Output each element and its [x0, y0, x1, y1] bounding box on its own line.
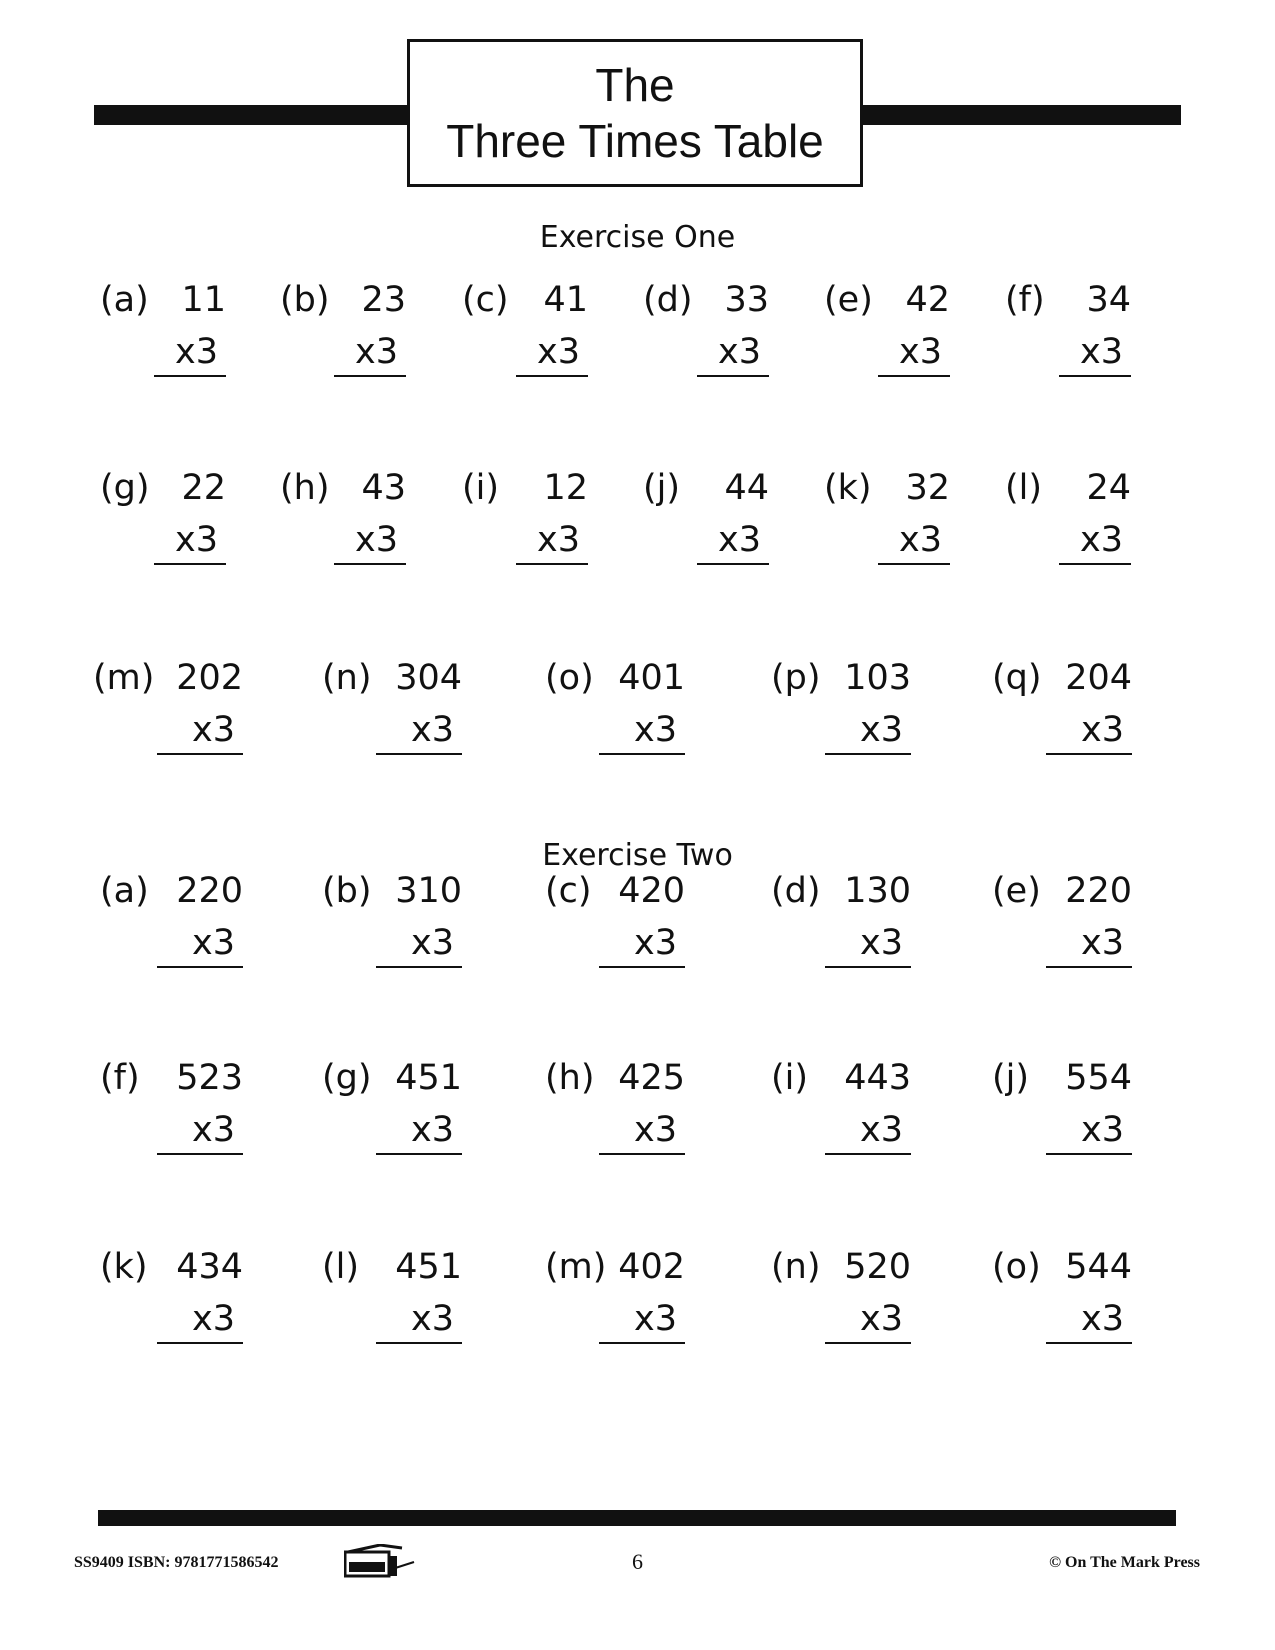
problem-label: (e) — [992, 871, 1041, 911]
problem-multiplier: x3 — [1080, 332, 1123, 372]
answer-line — [1046, 1153, 1132, 1155]
problem-multiplier: x3 — [634, 923, 677, 963]
multiplication-problem — [771, 1246, 911, 1346]
problem-multiplier: x3 — [175, 332, 218, 372]
footer-rule — [98, 1510, 1176, 1526]
multiplication-problem — [93, 657, 243, 757]
answer-line — [825, 753, 911, 755]
problem-number: 103 — [844, 658, 911, 698]
multiplication-problem — [100, 1246, 243, 1346]
answer-line — [599, 1342, 685, 1344]
problem-multiplier: x3 — [860, 1110, 903, 1150]
multiplication-problem — [545, 1057, 685, 1157]
problem-multiplier: x3 — [192, 710, 235, 750]
multiplication-problem — [100, 279, 226, 379]
answer-line — [825, 1153, 911, 1155]
answer-line — [1046, 966, 1132, 968]
multiplication-problem — [1005, 467, 1131, 567]
multiplication-problem — [322, 1246, 462, 1346]
answer-line — [1046, 1342, 1132, 1344]
problem-label: (f) — [100, 1058, 140, 1098]
problem-row — [0, 1246, 1275, 1346]
problem-number: 32 — [905, 468, 950, 508]
problem-number: 420 — [618, 871, 685, 911]
multiplication-problem — [992, 870, 1132, 970]
problem-number: 24 — [1086, 468, 1131, 508]
problem-multiplier: x3 — [192, 923, 235, 963]
problem-label: (g) — [322, 1058, 372, 1098]
answer-line — [599, 753, 685, 755]
multiplication-problem — [771, 657, 911, 757]
problem-number: 41 — [543, 280, 588, 320]
problem-number: 43 — [361, 468, 406, 508]
answer-line — [599, 966, 685, 968]
problem-multiplier: x3 — [860, 710, 903, 750]
multiplication-problem — [992, 1246, 1132, 1346]
problem-multiplier: x3 — [860, 923, 903, 963]
problem-multiplier: x3 — [1081, 1299, 1124, 1339]
problem-number: 220 — [176, 871, 243, 911]
answer-line — [1059, 375, 1131, 377]
problem-label: (d) — [643, 280, 693, 320]
problem-row — [0, 467, 1275, 567]
title-box — [407, 39, 863, 187]
problem-number: 44 — [724, 468, 769, 508]
problem-label: (o) — [545, 658, 594, 698]
problem-label: (a) — [100, 280, 149, 320]
problem-label: (o) — [992, 1247, 1041, 1287]
problem-number: 12 — [543, 468, 588, 508]
problem-multiplier: x3 — [634, 710, 677, 750]
footer-isbn: SS9409 ISBN: 9781771586542 — [74, 1554, 279, 1571]
answer-line — [376, 753, 462, 755]
multiplication-problem — [545, 1246, 685, 1346]
problem-multiplier: x3 — [634, 1299, 677, 1339]
multiplication-problem — [771, 1057, 911, 1157]
problem-number: 22 — [181, 468, 226, 508]
answer-line — [697, 375, 769, 377]
multiplication-problem — [280, 279, 406, 379]
problem-row — [0, 279, 1275, 379]
answer-line — [1059, 563, 1131, 565]
header-rule-left — [94, 105, 414, 125]
page-number: 6 — [632, 1549, 643, 1574]
answer-line — [599, 1153, 685, 1155]
problem-number: 33 — [724, 280, 769, 320]
exercise-two-heading: Exercise Two — [542, 838, 733, 873]
problem-number: 425 — [618, 1058, 685, 1098]
problem-multiplier: x3 — [411, 923, 454, 963]
answer-line — [376, 1342, 462, 1344]
answer-line — [157, 966, 243, 968]
answer-line — [1046, 753, 1132, 755]
problem-number: 42 — [905, 280, 950, 320]
problem-number: 401 — [618, 658, 685, 698]
problem-multiplier: x3 — [537, 332, 580, 372]
problem-label: (k) — [100, 1247, 148, 1287]
problem-multiplier: x3 — [718, 520, 761, 560]
problem-label: (b) — [280, 280, 330, 320]
answer-line — [697, 563, 769, 565]
multiplication-problem — [824, 279, 950, 379]
problem-number: 220 — [1065, 871, 1132, 911]
answer-line — [154, 563, 226, 565]
problem-label: (f) — [1005, 280, 1045, 320]
problem-label: (c) — [545, 871, 592, 911]
multiplication-problem — [100, 467, 226, 567]
multiplication-problem — [462, 467, 588, 567]
problem-label: (k) — [824, 468, 872, 508]
problem-multiplier: x3 — [411, 1110, 454, 1150]
multiplication-problem — [643, 279, 769, 379]
problem-multiplier: x3 — [175, 520, 218, 560]
page-title-line1: The — [595, 59, 675, 111]
header-rule-right — [858, 105, 1181, 125]
problem-multiplier: x3 — [192, 1299, 235, 1339]
problem-multiplier: x3 — [899, 332, 942, 372]
problem-number: 523 — [176, 1058, 243, 1098]
problem-number: 34 — [1086, 280, 1131, 320]
problem-label: (m) — [93, 658, 155, 698]
problem-multiplier: x3 — [899, 520, 942, 560]
multiplication-problem — [545, 657, 685, 757]
answer-line — [825, 966, 911, 968]
multiplication-problem — [280, 467, 406, 567]
answer-line — [376, 966, 462, 968]
page-title-line2: Three Times Table — [446, 115, 824, 167]
problem-number: 310 — [395, 871, 462, 911]
problem-multiplier: x3 — [355, 332, 398, 372]
answer-line — [154, 375, 226, 377]
answer-line — [334, 563, 406, 565]
answer-line — [157, 1153, 243, 1155]
problem-number: 130 — [844, 871, 911, 911]
problem-multiplier: x3 — [411, 710, 454, 750]
multiplication-problem — [992, 657, 1132, 757]
answer-line — [878, 563, 950, 565]
problem-label: (l) — [322, 1247, 360, 1287]
problem-multiplier: x3 — [860, 1299, 903, 1339]
answer-line — [825, 1342, 911, 1344]
problem-label: (d) — [771, 871, 821, 911]
problem-label: (n) — [771, 1247, 821, 1287]
problem-number: 304 — [395, 658, 462, 698]
problem-number: 451 — [395, 1247, 462, 1287]
multiplication-problem — [1005, 279, 1131, 379]
multiplication-problem — [992, 1057, 1132, 1157]
answer-line — [878, 375, 950, 377]
problem-multiplier: x3 — [1081, 710, 1124, 750]
problem-number: 443 — [844, 1058, 911, 1098]
problem-row — [0, 657, 1275, 757]
problem-number: 402 — [618, 1247, 685, 1287]
problem-label: (j) — [992, 1058, 1030, 1098]
problem-number: 451 — [395, 1058, 462, 1098]
problem-label: (n) — [322, 658, 372, 698]
multiplication-problem — [322, 657, 462, 757]
exercise-one-heading: Exercise One — [539, 220, 736, 255]
answer-line — [516, 375, 588, 377]
problem-label: (h) — [280, 468, 330, 508]
multiplication-problem — [322, 1057, 462, 1157]
multiplication-problem — [643, 467, 769, 567]
problem-label: (h) — [545, 1058, 595, 1098]
answer-line — [376, 1153, 462, 1155]
multiplication-problem — [462, 279, 588, 379]
problem-multiplier: x3 — [537, 520, 580, 560]
answer-line — [516, 563, 588, 565]
problem-multiplier: x3 — [1080, 520, 1123, 560]
problem-multiplier: x3 — [1081, 923, 1124, 963]
problem-multiplier: x3 — [192, 1110, 235, 1150]
multiplication-problem — [100, 1057, 243, 1157]
problem-multiplier: x3 — [718, 332, 761, 372]
problem-label: (q) — [992, 658, 1042, 698]
problem-number: 554 — [1065, 1058, 1132, 1098]
multiplication-problem — [100, 870, 243, 970]
problem-label: (i) — [462, 468, 500, 508]
multiplication-problem — [545, 870, 685, 970]
problem-row — [0, 870, 1275, 970]
problem-number: 11 — [181, 280, 226, 320]
problem-label: (m) — [545, 1247, 607, 1287]
multiplication-problem — [771, 870, 911, 970]
problem-label: (b) — [322, 871, 372, 911]
problem-number: 202 — [176, 658, 243, 698]
footer-publisher: © On The Mark Press — [1049, 1554, 1200, 1571]
problem-multiplier: x3 — [634, 1110, 677, 1150]
answer-line — [157, 1342, 243, 1344]
problem-multiplier: x3 — [1081, 1110, 1124, 1150]
problem-multiplier: x3 — [411, 1299, 454, 1339]
answer-line — [157, 753, 243, 755]
problem-number: 520 — [844, 1247, 911, 1287]
answer-line — [334, 375, 406, 377]
problem-label: (i) — [771, 1058, 809, 1098]
problem-number: 204 — [1065, 658, 1132, 698]
problem-multiplier: x3 — [355, 520, 398, 560]
problem-row — [0, 1057, 1275, 1157]
multiplication-problem — [824, 467, 950, 567]
multiplication-problem — [322, 870, 462, 970]
problem-label: (j) — [643, 468, 681, 508]
problem-label: (a) — [100, 871, 149, 911]
problem-label: (p) — [771, 658, 821, 698]
problem-number: 544 — [1065, 1247, 1132, 1287]
problem-label: (g) — [100, 468, 150, 508]
problem-number: 23 — [361, 280, 406, 320]
problem-label: (l) — [1005, 468, 1043, 508]
problem-label: (c) — [462, 280, 509, 320]
problem-number: 434 — [176, 1247, 243, 1287]
problem-label: (e) — [824, 280, 873, 320]
